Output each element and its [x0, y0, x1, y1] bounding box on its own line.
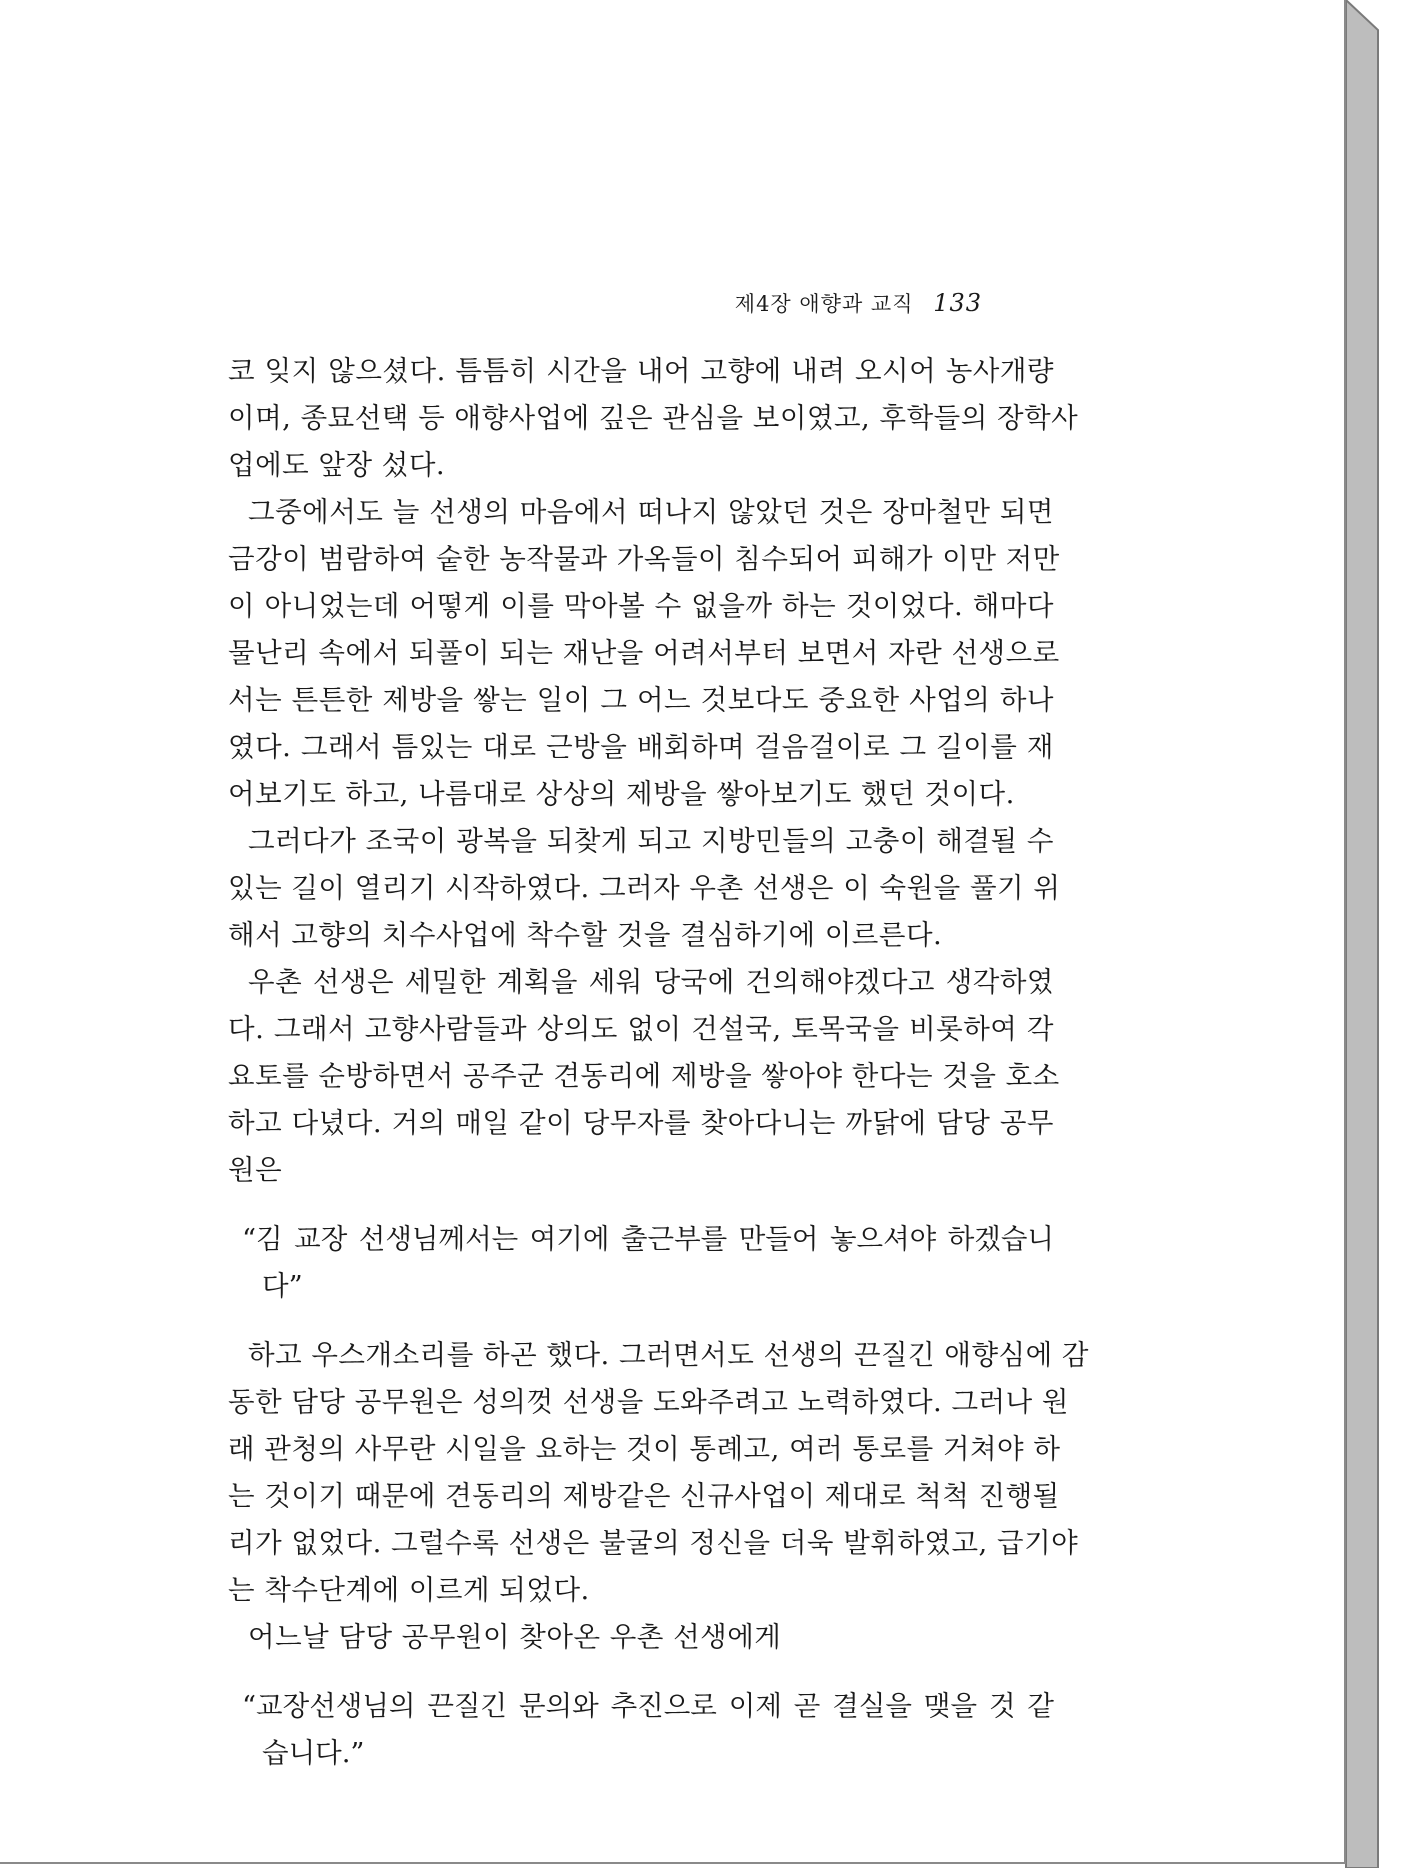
paragraph [228, 959, 1060, 1194]
quote-line: 다” [262, 1270, 303, 1302]
text-line: 금강이 범람하여 숱한 농작물과 가옥들이 침수되어 피해가 이만 저만 [228, 543, 1060, 575]
text-line: 그중에서도 늘 선생의 마음에서 떠나지 않았던 것은 장마철만 되면 [248, 496, 1054, 528]
page-number: 133 [933, 289, 982, 317]
paragraph [228, 348, 1079, 489]
text-line: 요토를 순방하면서 공주군 견동리에 제방을 쌓아야 한다는 것을 호소 [228, 1060, 1060, 1092]
text-line: 하고 다녔다. 거의 매일 같이 당무자를 찾아다니는 까닭에 담당 공무 [228, 1107, 1054, 1139]
text-line: 하고 우스개소리를 하곤 했다. 그러면서도 선생의 끈질긴 애향심에 감 [248, 1339, 1089, 1371]
text-line: 어느날 담당 공무원이 찾아온 우촌 선생에게 [248, 1621, 782, 1653]
quote-line: 습니다.” [262, 1737, 365, 1769]
paragraph [228, 489, 1060, 818]
quotation [228, 1216, 1054, 1310]
quote-line: “김 교장 선생님께서는 여기에 출근부를 만들어 놓으셔야 하겠습니 [242, 1223, 1054, 1255]
text-line: 는 것이기 때문에 견동리의 제방같은 신규사업이 제대로 척척 진행될 [228, 1480, 1060, 1512]
spacer [228, 1777, 1054, 1799]
text-line: 였다. 그래서 틈있는 대로 근방을 배회하며 걸음걸이로 그 길이를 재 [228, 731, 1054, 763]
text-line: 물난리 속에서 되풀이 되는 재난을 어려서부터 보면서 자란 선생으로 [228, 637, 1060, 669]
spacer [228, 1310, 1054, 1332]
quote-line: “교장선생님의 끈질긴 문의와 추진으로 이제 곧 결실을 맺을 것 같 [242, 1690, 1054, 1722]
quotation [228, 1683, 1054, 1777]
paragraph [228, 1614, 1054, 1661]
running-header [735, 288, 982, 318]
chapter-title: 제4장 애향과 교직 [734, 292, 914, 316]
text-line: 코 잊지 않으셨다. 틈틈히 시간을 내어 고향에 내려 오시어 농사개량 [228, 355, 1054, 387]
text-line: 이 아니었는데 어떻게 이를 막아볼 수 없을까 하는 것이었다. 해마다 [228, 590, 1054, 622]
text-line: 우촌 선생은 세밀한 계획을 세워 당국에 건의해야겠다고 생각하였 [248, 966, 1054, 998]
text-line: 있는 길이 열리기 시작하였다. 그러자 우촌 선생은 이 숙원을 풀기 위 [228, 872, 1061, 904]
text-line: 어보기도 하고, 나름대로 상상의 제방을 쌓아보기도 했던 것이다. [228, 778, 1015, 810]
text-line: 래 관청의 사무란 시일을 요하는 것이 통례고, 여러 통로를 거쳐야 하 [228, 1433, 1061, 1465]
text-line: 업에도 앞장 섰다. [228, 449, 446, 481]
text-line: 서는 튼튼한 제방을 쌓는 일이 그 어느 것보다도 중요한 사업의 하나 [228, 684, 1054, 716]
text-line: 리가 없었다. 그럴수록 선생은 불굴의 정신을 더욱 발휘하였고, 급기야 [228, 1527, 1079, 1559]
text-line: 다. 그래서 고향사람들과 상의도 없이 건설국, 토목국을 비롯하여 각 [228, 1013, 1054, 1045]
body-text [228, 348, 1089, 1799]
paragraph [228, 1332, 1089, 1614]
text-line: 이며, 종묘선택 등 애향사업에 깊은 관심을 보이였고, 후학들의 장학사 [228, 402, 1079, 434]
text-line: 는 착수단계에 이르게 되었다. [228, 1574, 590, 1606]
text-line: 해서 고향의 치수사업에 착수할 것을 결심하기에 이르른다. [228, 919, 943, 951]
text-line: 원은 [228, 1154, 283, 1186]
text-line: 그러다가 조국이 광복을 되찾게 되고 지방민들의 고충이 해결될 수 [248, 825, 1054, 857]
spacer [228, 1661, 1054, 1683]
text-line: 동한 담당 공무원은 성의껏 선생을 도와주려고 노력하였다. 그러나 원 [228, 1386, 1069, 1418]
paragraph [228, 818, 1061, 959]
spacer [228, 1194, 1054, 1216]
